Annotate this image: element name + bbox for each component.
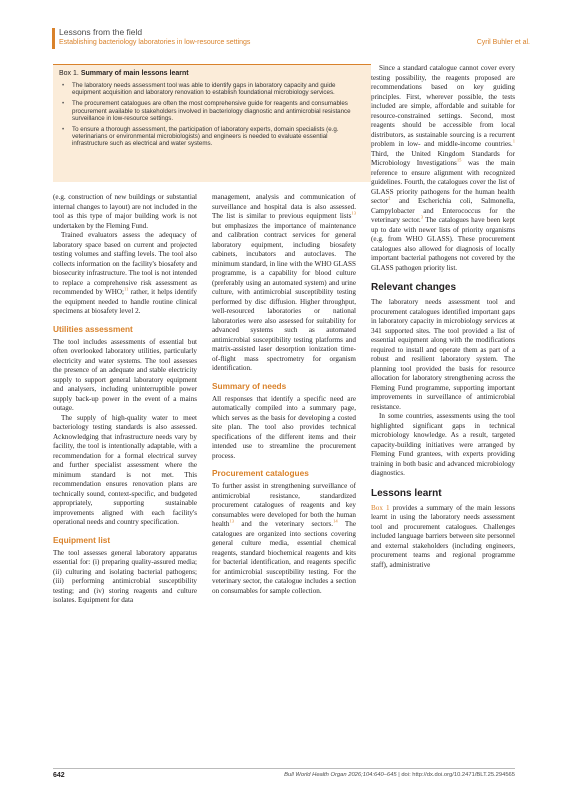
paragraph: The supply of high-quality water to meet bacteriology testing standards is also assessed. Acknowledging that infrastructure needs vary by facility, the tool is intentionally adaptable, with a recommendation for a formal electrical survey and further specialist assessment where the minimum standard is not met. This recommendation ensures renovation plans are technically sound, context-specific, and budgeted appropriately, supporting sustainable improvements aligned with each facility's operational needs and country specification. (53, 413, 197, 526)
citation-ref: 2 (388, 195, 391, 201)
box-list (59, 82, 363, 148)
column-2 (212, 193, 356, 596)
footer-divider (53, 768, 515, 769)
running-header (52, 27, 530, 51)
header-section: Lessons from the field (59, 27, 143, 37)
citation-ref: 13 (351, 210, 356, 216)
doi-link[interactable]: | doi: http://dx.doi.org/10.2471/BLT.25.294565 (398, 772, 515, 778)
citation-ref: 13 (229, 518, 235, 524)
box-heading: Summary of main lessons learnt (80, 70, 189, 77)
heading-needs: Summary of needs (212, 380, 287, 391)
header-authors: Cyril Buhler et al. (476, 39, 530, 46)
heading-relevant-changes: Relevant changes (371, 282, 457, 293)
paragraph: In some countries, assessments using the tool highlighted significant gaps in technical microbiology knowledge. As a result, targeted capacity-building initiatives were arranged by Fleming Fund grantees, with experts providing training in both basic and advanced microbiology diagnostics. (371, 412, 515, 477)
paragraph: Since a standard catalogue cannot cover every testing possibility, the reagents proposed are recommendations based on key guiding principles. First, wherever possible, the tests included are simple, affordable and suitable for resource-constrained settings. Second, most reagents should be accessible from local distributors, as sustainable sourcing is a recurrent problem in low- and middle-income countries.$^1$ Third, the United Kingdom Standards for Microbiology Investigations$^{15}$ was the main reference to ensure alignment with recognized guidelines. Fourth, the catalogues cover the list of GLASS priority pathogens for the human health sector$^2$ and Escherichia coli, Salmonella, Campylobacter and Enterococcus for the veterinary sector.$^3$ The catalogues have been kept up to date with newer lists of priority organisms (e.g. from WHO GLASS). These procurement catalogues also allowed for diagnosis of locally important bacterial pathogens not covered by the GLASS pathogen priority list. (371, 64, 515, 272)
column-1 (53, 193, 197, 606)
citation-ref: 14 (333, 518, 338, 524)
paragraph: All responses that identify a specific need are automatically compiled into a summary page, which serves as the basis for developing a costed site plan. The tool also provides technical specifications of the different items and their intended use to streamline the procurement process. (212, 394, 356, 460)
paragraph: The tool assesses general laboratory apparatus essential for: (i) preparing quality-assured media; (ii) culturing and isolating bacterial pathogens; (iii) performing antimicrobial susceptibility testing; and (iv) storing reagents and culture isolates. Equipment for data (53, 548, 197, 604)
paragraph: The laboratory needs assessment tool and procurement catalogues identified important gaps in laboratory capacity in microbiology services at 341 supported sites. The tool provided a list of essential equipment along with the modifications required to install and operate them as part of a robust and resilient laboratory system. The planning tool provided the basis for resource allocation for laboratory strengthening across the Fleming Fund programme, supporting important improvements in surveillance of antimicrobial resistance. (371, 298, 515, 411)
page-number: 642 (53, 772, 65, 779)
box-item: • To ensure a thorough assessment, the participation of laboratory experts, domain specialists (e.g. veterinarians or environmental microbiologists) and engineers is needed to evaluate essential infrastructure such as electrical and water systems. (59, 126, 363, 148)
heading-lessons-learnt: Lessons learnt (371, 487, 442, 499)
page-footer (53, 772, 515, 784)
citation-ref: 3 (420, 214, 424, 220)
citation-ref: 1 (512, 138, 515, 144)
summary-box (53, 64, 371, 182)
paragraph: (e.g. construction of new buildings or substantial internal changes to layout) are not included in the tool as this type of major building work is not undertaken by the Fleming Fund. (53, 193, 197, 230)
heading-equipment: Equipment list (53, 534, 111, 545)
citation-ref: 11 (124, 286, 129, 292)
box-item: • The procurement catalogues are often the most comprehensive guide for reagents and consumables procurement available to stakeholders involved in bacteriology diagnostic and antimicrobial resistance surveillance in low-resource settings. (59, 100, 363, 122)
paragraph: Box 1 provides a summary of the main lessons learnt in using the laboratory needs assessment tool and procurement catalogues. Challenges included language barriers between site personnel and external stakeholders (including engineers, procurement teams and regional programme staff), administrative (371, 503, 515, 569)
paragraph: To further assist in strengthening surveillance of antimicrobial resistance, standardized procurement catalogues of reagents and key consumables were developed for both the human health$^{13}$ and the veterinary sectors.$^{14}$ The catalogues are organized into sections covering general culture media, essential chemical reagents, standard biochemical reagents and kits for bacterial identification, and reagents specific for antimicrobial susceptibility testing. For the veterinary sector, the catalogue includes a section on consumables for sample collection. (212, 482, 357, 595)
box-title (59, 70, 363, 77)
journal-ref: Bull World Health Organ 2026;104:640–645 (284, 772, 397, 778)
column-3 (371, 64, 515, 570)
header-title: Establishing bacteriology laboratories in low-resource settings (59, 39, 251, 46)
heading-catalogues: Procurement catalogues (212, 468, 309, 478)
box-label: Box 1. (59, 70, 79, 77)
header-accent-bar (52, 28, 55, 49)
heading-utilities: Utilities assessment (53, 323, 133, 334)
box-item: • The laboratory needs assessment tool was able to identify gaps in laboratory capacity and guide equipment acquisition and laboratory renovation to establish foundational microbiology services. (59, 82, 363, 96)
journal-citation (284, 772, 515, 778)
paragraph: management, analysis and communication of surveillance and hospital data is also assessed. The list is similar to previous equipment lists$^{13}$ but emphasizes the importance of maintenance and calibration contract services for general laboratory equipment, including biosafety cabinets, incubators and autoclaves. The minimum standard, in line with the WHO GLASS programme, is a capability for blood culture (preferably using an automated system) and urine culture, with antimicrobial susceptibility testing performed by disc diffusion. Higher throughput, well-resourced laboratories or national laboratories were also assessed for suitability for advanced systems such as automated antimicrobial susceptibility testing platforms and matrix-assisted laser desorption ionization time-of-flight mass spectrometry for organism identification. (212, 193, 356, 372)
box-reference-link[interactable]: Box 1 (371, 503, 390, 512)
paragraph: The tool includes assessments of essential but often overlooked laboratory utilities, particularly electricity and water systems. The tool assesses the presence of an adequate and stable electricity supply to support general laboratory equipment and analysers, including uninterruptible power supply back-up power in the event of a mains outage. (53, 337, 197, 412)
paragraph: Trained evaluators assess the adequacy of laboratory space based on current and projected testing volumes and staffing levels. The tool also collects information on the facility's biosafety and biosecurity infrastructure. The tool is not intended to replace a comprehensive risk assessment as recommended by WHO;$^{11}$ rather, it helps identify the equipment needed to handle routine clinical specimens at biosafety level 2. (53, 231, 197, 315)
citation-ref: 15 (456, 157, 462, 163)
